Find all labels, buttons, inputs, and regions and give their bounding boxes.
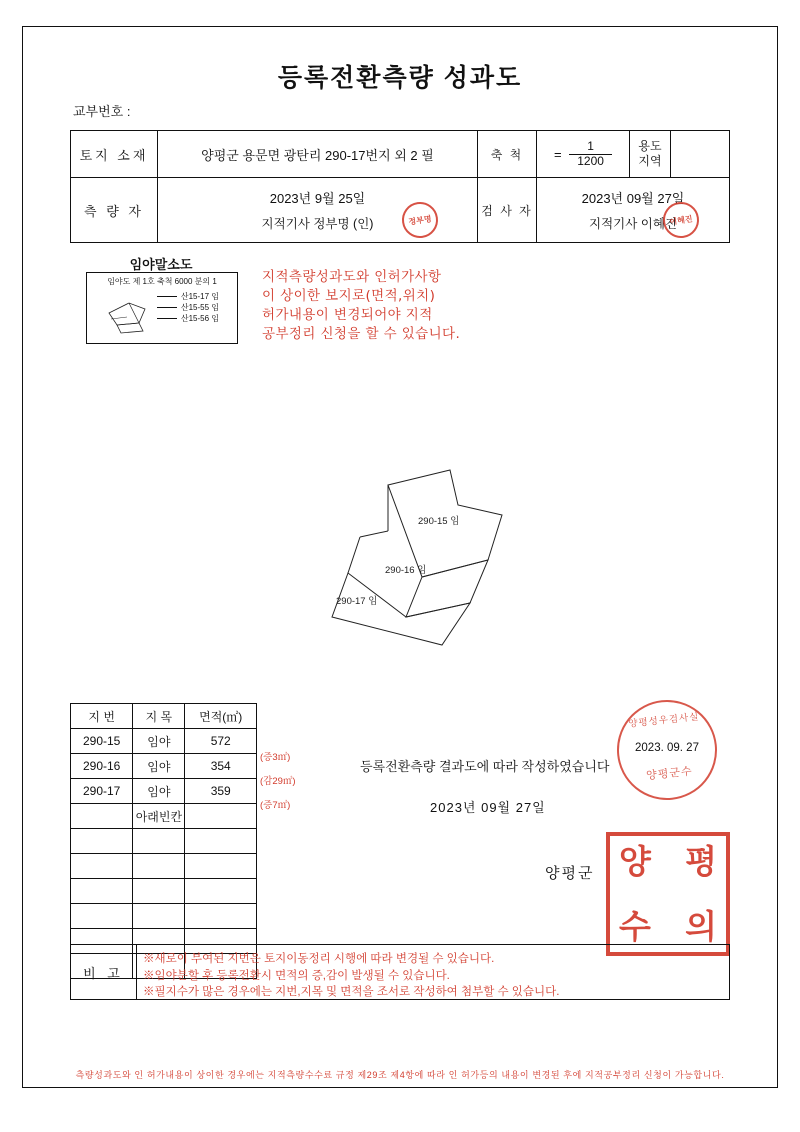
scale-denominator: 1200 [577, 153, 604, 168]
remark-list [143, 951, 723, 1001]
seal-char: 의 [685, 907, 717, 946]
cell-jimok [133, 829, 185, 854]
cell-jimok: 아래빈칸 [133, 804, 185, 829]
parcel-label: 290-17 임 [336, 596, 378, 607]
mini-map-box [86, 272, 238, 344]
cell-jimok [133, 904, 185, 929]
scale-fraction [569, 140, 612, 169]
surveyor-seal-paren: (인) [353, 217, 374, 231]
page-title: 등록전환측량 성과도 [277, 64, 523, 92]
cell-jimok: 임야 [133, 729, 185, 754]
seal-char: 양 [619, 842, 651, 881]
statement-date: 2023년 09월 27일 [430, 800, 546, 815]
cell-jimok: 임야 [133, 754, 185, 779]
inspector-name [537, 214, 729, 232]
cell-jibun: 290-15 [71, 729, 133, 754]
surveyor-role: 지적기사 정부명 [261, 217, 350, 231]
issue-number: 교부번호 : [73, 104, 131, 119]
table-row [71, 804, 257, 829]
cell-jibun: 290-16 [71, 754, 133, 779]
area-note: (증7㎡) [260, 800, 291, 811]
parcel-map-svg [70, 355, 730, 700]
scale-value [537, 131, 630, 178]
location-value: 양평군 용문면 광탄리 290-17번지 외 2 필 [158, 131, 478, 178]
lot-table [70, 703, 257, 979]
mini-map-title: 임야말소도 [129, 257, 193, 272]
inspector-stamp: 이혜진 [661, 200, 702, 241]
col-jimok: 지 목 [133, 704, 185, 729]
parcel-label: 290-16 임 [385, 565, 427, 576]
location-label: 토지 소재 [71, 131, 158, 178]
official-square-seal [606, 832, 730, 956]
cell-area [185, 904, 257, 929]
cell-area [185, 879, 257, 904]
cell-jibun [71, 804, 133, 829]
authority-name: 양평군 [545, 865, 595, 882]
table-header-row [71, 704, 257, 729]
mini-map-legend-item: 산15-55 임 [157, 302, 219, 313]
cell-jibun [71, 879, 133, 904]
inspector-value [537, 178, 730, 243]
remark-line: ※필지수가 많은 경우에는 지번,지목 및 면적을 조서로 작성하여 첨부할 수 있습니다. [143, 986, 560, 998]
equals-sign: = [554, 146, 562, 162]
table-row [71, 729, 257, 754]
parcel-map [70, 355, 730, 700]
remark-label: 비 고 [71, 945, 137, 999]
cell-area: 359 [185, 779, 257, 804]
cell-area: 354 [185, 754, 257, 779]
surveyor-name [158, 214, 477, 232]
cell-jibun: 290-17 [71, 779, 133, 804]
table-row [71, 904, 257, 929]
surveyor-value [158, 178, 478, 243]
cell-area: 572 [185, 729, 257, 754]
mini-map-legend-item: 산15-56 임 [157, 313, 219, 324]
scale-numerator: 1 [569, 140, 612, 155]
inspector-role: 지적기사 이혜진 [589, 217, 677, 231]
round-stamp-date: 2023. 09. 27 [635, 742, 699, 754]
use-zone-value [671, 131, 730, 178]
seal-char: 평 [685, 842, 717, 881]
cell-jibun [71, 829, 133, 854]
info-table [70, 130, 730, 243]
area-note: (감29㎡) [260, 776, 296, 787]
cell-jibun [71, 904, 133, 929]
remark-line: ※임야분할 후 등록전환시 면적의 증,감이 발생될 수 있습니다. [143, 969, 450, 982]
use-zone-label: 용도 지역 [630, 131, 671, 178]
scale-label: 축 척 [478, 131, 537, 178]
round-stamp-top: 양평성우검사실 [627, 711, 700, 730]
col-jibun: 지 번 [71, 704, 133, 729]
cell-area [185, 804, 257, 829]
inspector-date: 2023년 09월 27일 [581, 191, 685, 206]
handwritten-note: 지적측량성과도와 인허가사항 이 상이한 보지로(면적,위치) 허가내용이 변경되어야 지적 공부정리 신청을 할 수 있습니다. [262, 269, 461, 342]
cell-area [185, 854, 257, 879]
cell-jimok [133, 854, 185, 879]
mini-map-legend-item: 산15-17 임 [157, 291, 219, 302]
table-row [71, 829, 257, 854]
remark-box [70, 944, 730, 1000]
parcel-label: 290-15 임 [418, 516, 460, 527]
footer-note: 측량성과도와 인 허가내용이 상이한 경우에는 지적측량수수료 규정 제29조 제4항에 따라 인 허가등의 내용이 변경된 후에 지적공부정리 신청이 가능합니다. [75, 1070, 725, 1080]
col-area: 면적(㎡) [185, 704, 257, 729]
cell-area [185, 829, 257, 854]
surveyor-label: 측 량 자 [71, 178, 158, 243]
mini-map-legend [157, 291, 219, 324]
remark-line: ※새로이 부여된 지번은 토지이동정리 시행에 따라 변경될 수 있습니다. [143, 953, 495, 965]
statement-text: 등록전환측량 결과도에 따라 작성하였습니다 [360, 759, 610, 774]
area-note: (증3㎡) [260, 752, 291, 763]
table-row [71, 754, 257, 779]
cell-jibun [71, 854, 133, 879]
surveyor-date: 2023년 9월 25일 [269, 191, 366, 206]
surveyor-stamp: 정부명 [400, 200, 441, 241]
seal-char: 수 [619, 907, 651, 946]
table-row [71, 854, 257, 879]
table-row [71, 779, 257, 804]
table-row [71, 879, 257, 904]
inspector-label: 검 사 자 [478, 178, 537, 243]
mini-map-subtitle: 임야도 제 1호 축척 6000 분의 1 [107, 277, 217, 286]
cell-jimok: 임야 [133, 779, 185, 804]
round-stamp-bottom: 양평군수 [645, 765, 694, 783]
cell-jimok [133, 879, 185, 904]
